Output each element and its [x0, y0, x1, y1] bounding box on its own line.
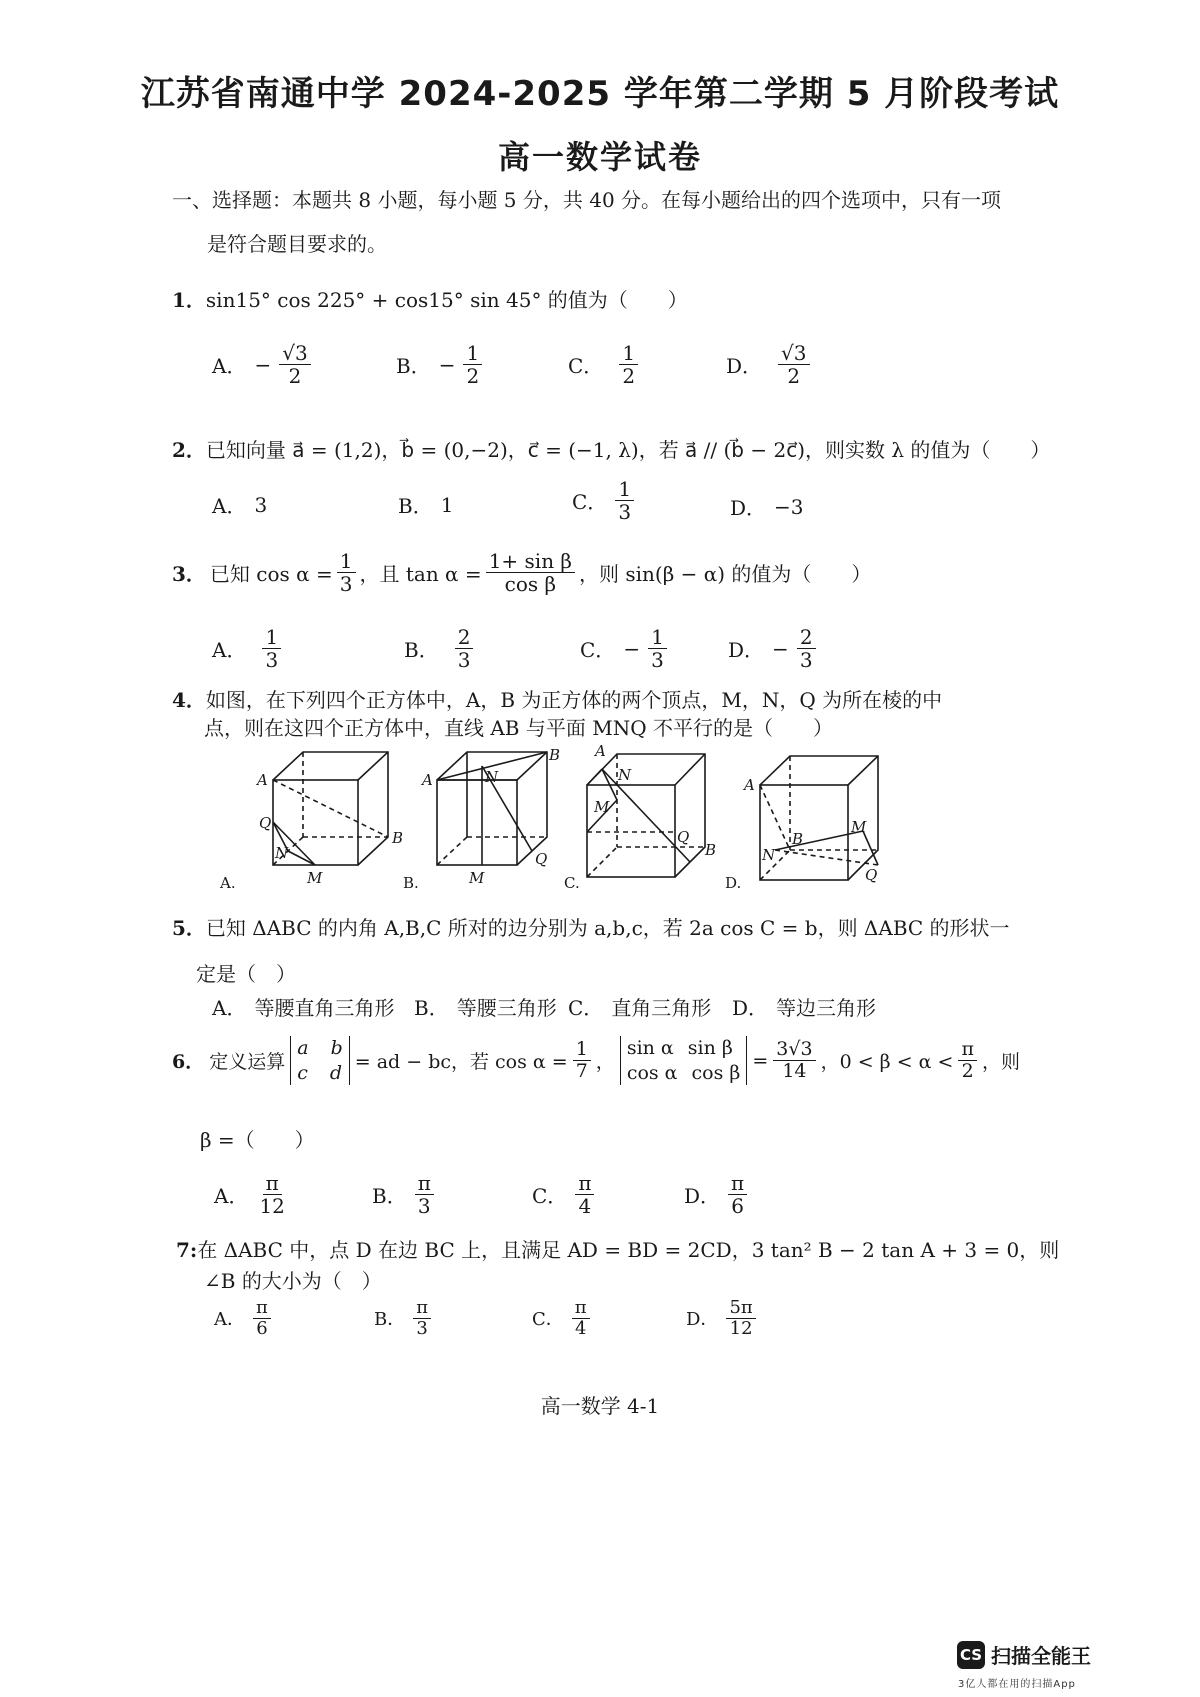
option-fraction — [253, 1298, 271, 1339]
q2-option-a[interactable] — [212, 490, 267, 519]
question-text: 在 ΔABC 中，点 D 在边 BC 上，且满足 AD = BD = 2CD，3 tan² B − 2 tan A + 3 = 0，则 — [197, 1238, 1060, 1262]
point-q-label: Q — [865, 866, 878, 884]
question-number: 5． — [172, 916, 206, 940]
q2-option-d[interactable] — [730, 492, 804, 521]
point-n-label: N — [275, 844, 289, 862]
stem-fraction — [958, 1039, 977, 1082]
question-text: 定义运算 — [209, 1051, 286, 1074]
q6-option-b[interactable] — [372, 1172, 434, 1217]
option-label: D． — [686, 1309, 719, 1331]
denominator: 2 — [787, 364, 801, 388]
option-label: A． — [212, 494, 247, 518]
q1-option-c[interactable] — [568, 342, 638, 387]
option-label: C． — [532, 1309, 564, 1331]
question-text: ，则 sin(β − α) 的值为（ ） — [579, 562, 872, 586]
option-sign: − — [254, 352, 272, 377]
option-fraction — [262, 626, 281, 671]
question-6-line2: β =（ ） — [200, 1128, 315, 1152]
denominator: 2 — [622, 364, 636, 388]
exam-subtitle: 高一数学试卷 — [497, 138, 702, 176]
numerator: √3 — [279, 342, 310, 365]
option-value: 等边三角形 — [776, 996, 877, 1020]
det-cell: sin β — [687, 1037, 733, 1059]
question-text: = ad − bc，若 cos α = — [354, 1051, 568, 1074]
q5-option-d[interactable] — [732, 992, 876, 1021]
denominator: 3 — [339, 572, 353, 596]
denominator: cos β — [504, 572, 557, 596]
q7-option-b[interactable] — [374, 1298, 431, 1339]
option-value: 3 — [254, 492, 268, 517]
cube-a[interactable] — [219, 752, 403, 892]
denominator: 4 — [574, 1317, 587, 1339]
option-label: B． — [404, 638, 439, 662]
question-text: 如图，在下列四个正方体中，A，B 为正方体的两个顶点，M，N，Q 为所在棱的中 — [205, 688, 943, 712]
question-text: ，且 tan α = — [359, 562, 482, 586]
option-fraction — [463, 342, 482, 387]
point-m-label: M — [307, 869, 323, 887]
option-sign: − — [438, 352, 456, 377]
option-label: C． — [532, 1184, 568, 1208]
denominator: 2 — [466, 364, 480, 388]
question-text: ，则 — [981, 1051, 1020, 1074]
option-fraction — [575, 1172, 594, 1217]
point-m-label: M — [594, 798, 610, 816]
question-3-stem — [172, 550, 871, 595]
option-label: A． — [212, 354, 247, 378]
numerator: 3√3 — [773, 1039, 815, 1061]
point-n-label: N — [762, 846, 776, 864]
question-7-line2: ∠B 的大小为（ ） — [204, 1269, 382, 1293]
denominator: 2 — [961, 1060, 974, 1083]
denominator: 3 — [457, 648, 471, 672]
denominator: 3 — [417, 1194, 431, 1218]
option-value: 等腰三角形 — [456, 996, 557, 1020]
option-label: B． — [414, 996, 449, 1020]
point-a-label: A — [257, 771, 268, 789]
denominator: 2 — [288, 364, 302, 388]
denominator: 3 — [416, 1317, 428, 1339]
option-fraction — [279, 342, 310, 387]
question-number: 3． — [172, 562, 206, 586]
option-fraction — [415, 1172, 434, 1217]
q6-option-c[interactable] — [532, 1172, 594, 1217]
numerator: π — [263, 1172, 282, 1195]
point-b-label: B — [392, 829, 404, 847]
option-fraction — [797, 626, 816, 671]
option-label: B． — [398, 494, 433, 518]
question-7-line1 — [176, 1234, 1059, 1263]
q5-option-a[interactable] — [212, 992, 394, 1021]
q1-option-a[interactable] — [212, 342, 311, 387]
numerator: 1 — [573, 1039, 591, 1061]
option-fraction — [619, 342, 638, 387]
q3-option-c[interactable] — [580, 626, 667, 671]
numerator: 2 — [455, 626, 474, 649]
point-b-label: B — [792, 830, 804, 848]
option-label: D． — [732, 996, 769, 1020]
option-value: −3 — [774, 494, 804, 519]
option-label: A． — [212, 638, 247, 662]
option-sign: − — [772, 636, 789, 661]
q7-option-d[interactable] — [686, 1298, 756, 1339]
option-label: C． — [568, 354, 604, 378]
cs-logo-icon: CS — [957, 1641, 985, 1669]
question-6-stem: 6． 定义运算 a b c d = ad − bc，若 cos α = $\frac{1}{7}$ ， sin α sin β cos α cos β = $\frac{3√3}{14}$ ，0 < β < α < $\frac{\pi}{2}$ ，则 — [172, 1037, 1020, 1084]
question-number: 2． — [172, 438, 206, 462]
option-fraction — [455, 626, 474, 671]
det-cell: cos β — [691, 1061, 741, 1084]
option-value: 等腰直角三角形 — [254, 996, 395, 1020]
numerator: π — [572, 1298, 590, 1319]
point-b-label: B — [549, 746, 561, 764]
denominator: 12 — [259, 1194, 285, 1218]
option-label: C． — [580, 638, 616, 662]
q7-option-a[interactable] — [214, 1298, 271, 1339]
point-a-label: A — [595, 742, 606, 760]
numerator: 5π — [726, 1298, 755, 1319]
denominator: 3 — [618, 500, 632, 524]
q3-option-b[interactable] — [404, 626, 473, 671]
det-cell: a — [297, 1037, 309, 1059]
option-value: 直角三角形 — [611, 996, 712, 1020]
scanner-watermark — [957, 1640, 1091, 1669]
option-label: A． — [212, 996, 247, 1020]
denominator: 6 — [256, 1317, 268, 1339]
numerator: π — [575, 1172, 594, 1195]
det-cell: b — [330, 1037, 343, 1059]
watermark-tagline: 3亿人都在用的扫描App — [958, 1679, 1076, 1690]
figure-label-d: D. — [725, 874, 742, 892]
question-5-line2: 定是（ ） — [196, 962, 296, 986]
stem-fraction — [573, 1039, 591, 1082]
det-cell: cos α — [626, 1061, 678, 1084]
option-label: C． — [568, 996, 604, 1020]
q7-option-c[interactable] — [532, 1298, 590, 1339]
denominator: 6 — [731, 1194, 744, 1218]
det-cell: d — [329, 1061, 343, 1084]
stem-fraction — [486, 550, 575, 595]
question-text: 已知 cos α = — [209, 562, 333, 586]
question-number: 7: — [176, 1238, 198, 1262]
numerator: π — [728, 1172, 747, 1195]
option-label: A． — [214, 1184, 249, 1208]
question-text: ，0 < β < α < — [820, 1051, 954, 1074]
option-value: 1 — [440, 492, 454, 517]
figure-label-a: A. — [220, 874, 236, 892]
point-m-label: M — [469, 869, 485, 887]
q6-option-a[interactable] — [214, 1172, 288, 1217]
determinant-trig — [620, 1036, 748, 1085]
numerator: 1 — [648, 626, 667, 649]
denominator: 3 — [799, 648, 813, 672]
q2-option-c[interactable] — [572, 478, 634, 523]
question-number: 6． — [172, 1051, 205, 1074]
option-label: A． — [214, 1309, 245, 1331]
section-heading-line2: 是符合题目要求的。 — [207, 232, 387, 256]
denominator: 14 — [782, 1060, 807, 1083]
det-cell: c — [297, 1061, 308, 1084]
figure-label-b: B. — [403, 874, 419, 892]
option-fraction — [572, 1298, 590, 1339]
question-5-line1 — [172, 912, 1010, 941]
point-q-label: Q — [535, 850, 548, 868]
q2-option-b[interactable] — [398, 490, 453, 519]
question-4-line2: 点，则在这四个正方体中，直线 AB 与平面 MNQ 不平行的是（ ） — [204, 716, 833, 740]
denominator: 3 — [265, 648, 279, 672]
watermark-name: 扫描全能王 — [991, 1644, 1091, 1668]
question-text: sin15° cos 225° + cos15° sin 45° 的值为（ ） — [205, 288, 688, 312]
option-label: D． — [728, 638, 765, 662]
question-number: 4． — [172, 688, 206, 712]
point-a-label: A — [422, 771, 433, 789]
numerator: 1 — [463, 342, 482, 365]
option-sign: − — [623, 636, 641, 661]
cube-b[interactable] — [403, 746, 560, 892]
determinant-definition — [290, 1036, 350, 1085]
q6-option-d[interactable] — [684, 1172, 747, 1217]
point-n-label: N — [485, 768, 499, 786]
question-text: 已知向量 a⃗ = (1,2)，b⃗ = (0,−2)，c⃗ = (−1, λ)，若 a⃗ // (b⃗ − 2c⃗)，则实数 λ 的值为（ ） — [205, 438, 1051, 462]
option-fraction — [413, 1298, 431, 1339]
numerator: π — [253, 1298, 271, 1319]
numerator: π — [413, 1298, 431, 1319]
section-heading-line1: 一、选择题：本题共 8 小题，每小题 5 分，共 40 分。在每小题给出的四个选项中，只有一项 — [172, 188, 1002, 212]
stem-fraction — [773, 1039, 815, 1082]
question-number: 1． — [172, 288, 206, 312]
numerator: 1 — [262, 626, 281, 649]
det-cell: sin α — [626, 1037, 674, 1059]
page-footer: 高一数学 4-1 — [540, 1394, 660, 1418]
stem-fraction — [337, 550, 356, 595]
option-label: B． — [374, 1309, 406, 1331]
q3-option-d[interactable] — [728, 626, 816, 671]
question-text: = — [752, 1049, 769, 1072]
q5-option-c[interactable] — [568, 992, 711, 1021]
cube-c[interactable] — [564, 742, 716, 892]
q1-option-b[interactable] — [396, 342, 482, 387]
numerator: 1 — [337, 550, 356, 573]
question-text: 已知 ΔABC 的内角 A,B,C 所对的边分别为 a,b,c，若 2a cos C = b，则 ΔABC 的形状一 — [205, 916, 1010, 940]
question-2-stem — [172, 434, 1050, 463]
option-fraction — [256, 1172, 287, 1217]
point-m-label: M — [851, 818, 867, 836]
exam-title: 江苏省南通中学 2024-2025 学年第二学期 5 月阶段考试 — [140, 74, 1060, 114]
point-b-label: B — [705, 841, 717, 859]
option-label: C． — [572, 490, 608, 514]
cube-figures — [215, 740, 935, 895]
figure-label-c: C. — [564, 874, 580, 892]
denominator: 3 — [651, 648, 664, 672]
numerator: 1 — [619, 342, 638, 365]
point-q-label: Q — [677, 828, 690, 846]
option-fraction — [726, 1298, 755, 1339]
numerator: √3 — [778, 342, 809, 365]
option-label: D． — [684, 1184, 721, 1208]
point-q-label: Q — [259, 814, 272, 832]
q3-option-a[interactable] — [212, 626, 281, 671]
numerator: π — [415, 1172, 434, 1195]
numerator: 2 — [797, 626, 816, 649]
option-fraction — [778, 342, 809, 387]
denominator: 4 — [578, 1194, 592, 1218]
option-fraction — [648, 626, 667, 671]
numerator: 1+ sin β — [486, 550, 575, 573]
cube-d[interactable] — [725, 756, 878, 892]
option-label: D． — [726, 354, 763, 378]
option-fraction — [615, 478, 634, 523]
numerator: π — [958, 1039, 977, 1061]
q1-option-d[interactable] — [726, 342, 810, 387]
q5-option-b[interactable] — [414, 992, 557, 1021]
option-label: D． — [730, 496, 767, 520]
option-fraction — [728, 1172, 747, 1217]
point-a-label: A — [744, 776, 755, 794]
denominator: 7 — [575, 1060, 588, 1083]
point-n-label: N — [618, 766, 632, 784]
denominator: 12 — [729, 1317, 753, 1339]
question-1-stem — [172, 284, 688, 313]
option-label: B． — [396, 354, 431, 378]
option-label: B． — [372, 1184, 407, 1208]
question-4-line1 — [172, 684, 942, 713]
numerator: 1 — [615, 478, 634, 501]
